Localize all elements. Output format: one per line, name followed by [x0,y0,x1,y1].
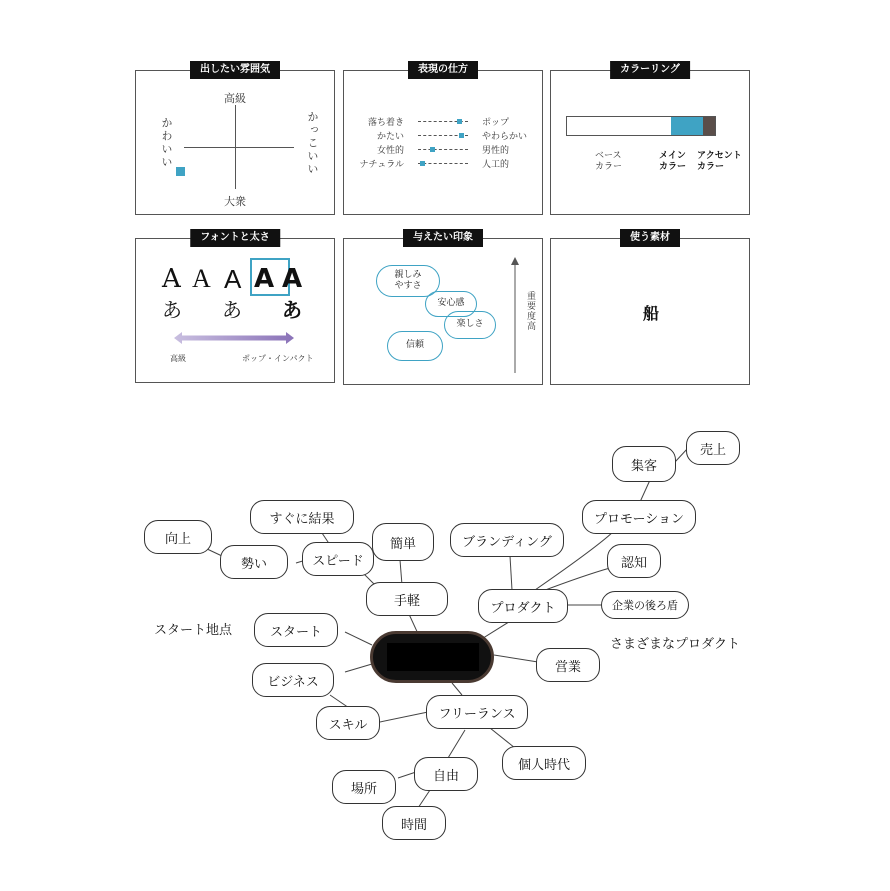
node-kojo: 向上 [144,520,212,554]
impression-item: 信頼 [387,331,443,361]
expression-left-label: ナチュラル [359,160,404,170]
node-jiyu: 自由 [414,757,478,791]
node-start: スタート [254,613,338,647]
node-basho: 場所 [332,770,396,804]
axis-top-label: 高級 [224,92,246,105]
node-kigyo: 企業の後ろ盾 [601,591,689,619]
impression-item: 親しみ やすさ [376,265,440,297]
node-speed: スピード [302,542,374,576]
expression-right-label: やわらかい [482,132,528,142]
expression-left-label: 落ち着き [367,118,404,128]
expression-right-label: 人工的 [482,160,510,170]
impression-item: 楽しさ [444,311,496,339]
node-sugu: すぐに結果 [250,500,354,534]
mindmap-center-node [370,631,494,683]
latin-glyph-light: A [192,264,211,293]
node-ikioi: 勢い [220,545,288,579]
impression-item: 安心感 [425,291,477,317]
node-tegaru: 手軽 [366,582,448,616]
expression-right-label: ポップ [482,118,510,128]
node-shukyaku: 集客 [612,446,676,482]
expression-left-label: 女性的 [376,146,404,156]
node-promotion: プロモーション [582,500,696,534]
font-panel-title: フォントと太さ [190,229,280,247]
latin-glyph-bold: A [254,264,275,294]
expression-panel-title: 表現の仕方 [408,61,478,79]
accent-color-label-2: カラー [697,162,725,172]
kana-glyph-regular: あ [222,298,242,322]
node-product: プロダクト [478,589,568,623]
latin-glyph-black: A [282,264,303,294]
node-uriage: 売上 [686,431,740,465]
node-jikan: 時間 [382,806,446,840]
node-kantan: 簡単 [372,523,434,561]
material-value: 船 [643,304,660,323]
center-node-redaction [387,643,479,671]
node-eigyo: 営業 [536,648,600,682]
expression-right-label: 男性的 [482,146,510,156]
base-color-label-1: ベース [595,151,622,161]
importance-label: 重要度高 [525,291,535,331]
node-freelance: フリーランス [426,695,528,729]
axis-left-label: かわいい [160,117,173,169]
coloring-panel-title: カラーリング [610,61,690,79]
node-business: ビジネス [252,663,334,697]
label-start-point: スタート地点 [154,623,233,638]
main-color-label-1: メイン [659,151,686,161]
node-kojin: 個人時代 [502,746,586,780]
kana-glyph-thin: あ [162,298,182,322]
accent-color-label-1: アクセント [697,151,742,161]
axis-right-label: かっこいい [306,111,319,176]
expression-left-label: かたい [376,132,404,142]
material-panel-title: 使う素材 [620,229,680,247]
kana-glyph-bold: あ [282,298,302,322]
latin-glyph-regular: A [224,264,242,294]
label-various-products: さまざまなプロダクト [610,637,741,652]
axis-bottom-label: 大衆 [224,195,246,208]
weight-left-label: 高級 [170,354,186,363]
node-ninchi: 認知 [607,544,661,578]
impression-panel-title: 与えたい印象 [403,229,483,247]
node-branding: ブランディング [450,523,564,557]
weight-right-label: ポップ・インパクト [242,354,314,363]
atmosphere-panel-title: 出したい雰囲気 [190,61,280,79]
node-skill: スキル [316,706,380,740]
latin-glyph-thin: A [162,264,181,294]
base-color-label-2: カラー [595,162,623,172]
main-color-label-2: カラー [659,162,687,172]
